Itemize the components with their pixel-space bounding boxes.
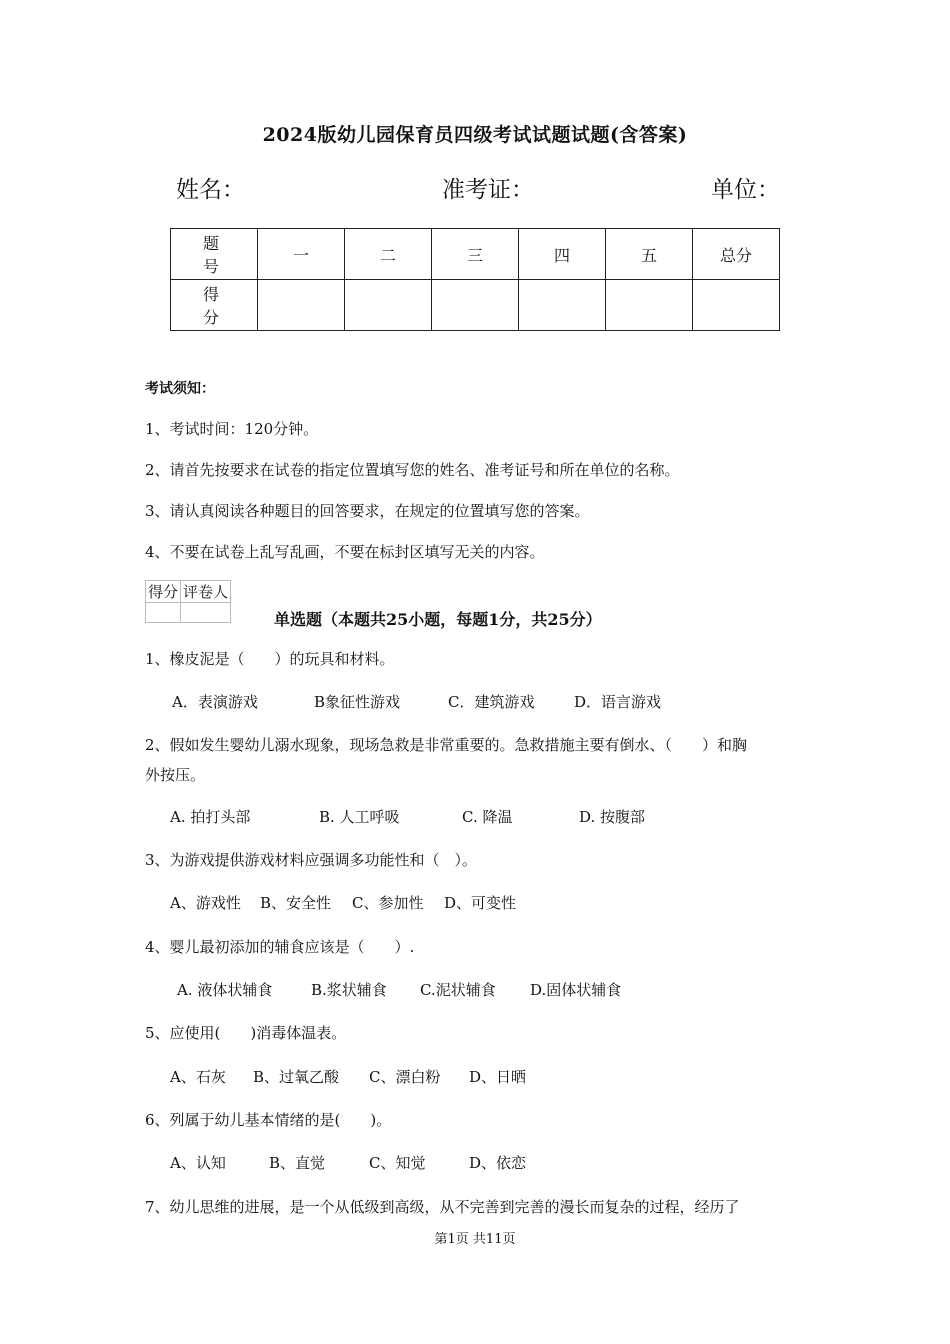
score-table-col-total: 总分	[693, 229, 780, 280]
exam-number-field-label: 准考证：	[442, 177, 534, 203]
question-5-option-b[interactable]: B、过氧乙酸	[253, 1068, 340, 1086]
score-table-header-label: 题 号	[171, 229, 258, 280]
question-2-option-a[interactable]: A. 拍打头部	[170, 808, 251, 826]
question-2-option-d[interactable]: D. 按腹部	[579, 808, 646, 826]
question-2-stem-continued: 外按压。	[145, 766, 206, 784]
score-cell-3[interactable]	[432, 280, 519, 331]
score-cell-2[interactable]	[345, 280, 432, 331]
question-3-option-d[interactable]: D、可变性	[444, 894, 517, 912]
score-table-col-4: 四	[519, 229, 606, 280]
question-1-option-b[interactable]: B象征性游戏	[314, 693, 401, 711]
question-3-option-a[interactable]: A、游戏性	[170, 894, 241, 912]
score-table-row-label: 得 分	[171, 280, 258, 331]
question-5-option-a[interactable]: A、石灰	[170, 1068, 226, 1086]
question-3-option-c[interactable]: C、参加性	[352, 894, 424, 912]
notice-item-3: 3、请认真阅读各种题目的回答要求，在规定的位置填写您的答案。	[145, 502, 590, 520]
grader-box-grader-cell[interactable]	[181, 603, 231, 623]
question-4-option-d[interactable]: D.固体状辅食	[530, 981, 622, 999]
grader-box-grader-label: 评卷人	[181, 581, 231, 603]
page-title: 2024版幼儿园保育员四级考试试题试题(含答案)	[262, 124, 688, 146]
question-1-option-a[interactable]: A．表演游戏	[172, 693, 258, 711]
score-cell-4[interactable]	[519, 280, 606, 331]
question-1-stem: 1、橡皮泥是（ ）的玩具和材料。	[145, 650, 395, 668]
notice-item-4: 4、不要在试卷上乱写乱画，不要在标封区填写无关的内容。	[145, 543, 545, 561]
question-4-stem: 4、婴儿最初添加的辅食应该是（ ）.	[145, 938, 415, 956]
question-4-option-b[interactable]: B.浆状辅食	[311, 981, 387, 999]
notice-heading: 考试须知：	[145, 381, 215, 397]
question-4-option-c[interactable]: C.泥状辅食	[420, 981, 496, 999]
score-table-col-3: 三	[432, 229, 519, 280]
question-2-stem: 2、假如发生婴幼儿溺水现象，现场急救是非常重要的。急救措施主要有倒水、（ ）和胸	[145, 736, 748, 754]
question-1-option-d[interactable]: D．语言游戏	[574, 693, 662, 711]
question-6-option-a[interactable]: A、认知	[170, 1154, 226, 1172]
score-table-header-row	[171, 229, 780, 280]
page-footer: 第1页 共11页	[434, 1232, 516, 1247]
question-6-option-d[interactable]: D、依恋	[469, 1154, 527, 1172]
score-table-score-row	[171, 280, 780, 331]
question-1-option-c[interactable]: C．建筑游戏	[448, 693, 535, 711]
name-field-label: 姓名：	[176, 177, 245, 203]
question-5-stem: 5、应使用( )消毒体温表。	[145, 1024, 347, 1042]
unit-field-label: 单位：	[711, 177, 780, 203]
score-cell-total[interactable]	[693, 280, 780, 331]
question-6-stem: 6、列属于幼儿基本情绪的是( )。	[145, 1111, 392, 1129]
question-5-option-d[interactable]: D、日晒	[469, 1068, 527, 1086]
question-3-stem: 3、为游戏提供游戏材料应强调多功能性和（ ）。	[145, 851, 478, 869]
score-cell-5[interactable]	[606, 280, 693, 331]
grader-box-score-cell[interactable]	[146, 603, 181, 623]
question-4-option-a[interactable]: A. 液体状辅食	[177, 981, 273, 999]
question-2-option-b[interactable]: B. 人工呼吸	[319, 808, 400, 826]
question-2-option-c[interactable]: C. 降温	[462, 808, 513, 826]
notice-item-2: 2、请首先按要求在试卷的指定位置填写您的姓名、准考证号和所在单位的名称。	[145, 461, 680, 479]
grader-box-score-label: 得分	[146, 581, 181, 603]
section-title: 单选题（本题共25小题，每题1分，共25分）	[274, 610, 602, 629]
score-table-col-5: 五	[606, 229, 693, 280]
question-7-stem: 7、幼儿思维的进展，是一个从低级到高级，从不完善到完善的漫长而复杂的过程，经历了	[145, 1198, 740, 1216]
grader-box	[145, 580, 231, 623]
score-table-col-2: 二	[345, 229, 432, 280]
question-3-option-b[interactable]: B、安全性	[260, 894, 332, 912]
question-6-option-c[interactable]: C、知觉	[369, 1154, 426, 1172]
score-table	[170, 228, 780, 331]
question-6-option-b[interactable]: B、直觉	[269, 1154, 326, 1172]
notice-item-1: 1、考试时间：120分钟。	[145, 420, 319, 438]
question-5-option-c[interactable]: C、漂白粉	[369, 1068, 441, 1086]
score-table-col-1: 一	[258, 229, 345, 280]
